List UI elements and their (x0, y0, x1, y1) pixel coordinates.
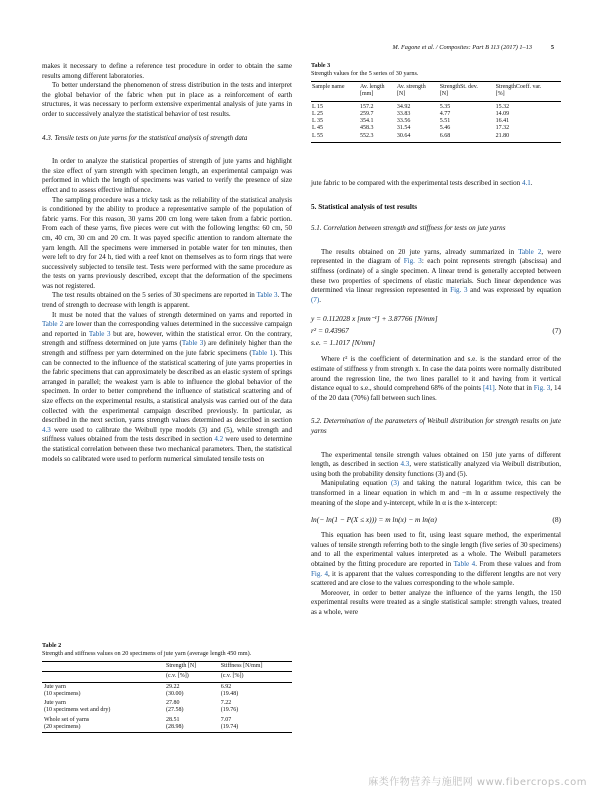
section-link[interactable]: 4.3 (42, 425, 51, 434)
column-header: Sample name (311, 82, 359, 102)
equation-8 (311, 514, 561, 526)
equation-number: (7) (552, 326, 561, 336)
table-row: L 55 552.3 30.64 6.68 21.80 (311, 133, 561, 143)
table-link[interactable]: Table 1 (251, 349, 274, 358)
table-row: L 15 157.2 34.92 5.35 15.32 (312, 103, 510, 110)
paragraph: To better understand the phenomenon of stress distribution in the tests and interpret the global behavior of the fabric when put in place as a reinforcement of earth structures, it was necessary to perform extensive experimental analysis of jute yarns in order to successively analyze the statistical behavior of test results. (42, 81, 292, 118)
section-link[interactable]: 4.1 (521, 179, 531, 188)
paragraph: Manipulating equation (3) and taking the natural logarithm twice, this can be transformed in a linear equation in which m and −m ln α assume respectively the meaning of the slope and y-intercept, while ln α is the x-intercept: (311, 479, 561, 507)
watermark: 麻类作物营养与施肥网 www.fibercrops.com (368, 777, 587, 788)
equation-link[interactable]: (7) (311, 295, 320, 304)
figure-link[interactable]: Fig. 4 (311, 569, 328, 578)
equation-line: r² = 0.43967 (311, 326, 349, 336)
paragraph: In order to analyze the statistical properties of strength of jute yarns and highlight the size effect of yarn strength with specimen length, an experimental campaign was performed in which the length of specimens was varied to verify the presence of size effect and to assess effective influence. (42, 157, 292, 194)
table-link[interactable]: Table 3 (256, 291, 278, 300)
column-header: StrengthSt. dev. [N] (439, 82, 495, 102)
table-2-block (42, 642, 292, 733)
right-column (311, 62, 561, 617)
left-column (42, 62, 292, 464)
figure-link[interactable]: Fig. 3 (533, 384, 551, 393)
table-row: L 35 354.1 33.56 5.51 16.41 (312, 118, 510, 125)
section-link[interactable]: 4.2 (214, 435, 224, 444)
paragraph: It must be noted that the values of strength determined on yarns and reported in Table 2 are lower than the corresponding values determined in the successive campaign and reported in Table 3 but are, however, within the statistical error. On the contrary, strength and stiffness determined on jute yarns (Table 3) are definitely higher than the strength and stiffness per yarn determined on the jute fabric specimens (Table 1). This can be connected to the influence of the statistical scattering of jute yarns properties in the fabric specimens that can approximately be described as an elastic system of springs arranged in parallel; the weakest yarn is able to influence the global behavior of the specimen. In order to better comprehend the influence of statistical scattering and of size effects on the experimental results, a statistical analysis was carried out of the data collected with the experimental campaign described previously. In particular, as described in the next section, yarns strength values determined as described in section 4.3 were used to calibrate the Weibull type models (3) and (5), while strength and stiffness values obtained from the tests described in section 4.2 were used to determine the statistical correlation between these two mechanical parameters. Then, the statistical models so calibrated were used to perform numerical simulated tensile tests on (42, 310, 293, 463)
table-row: Jute yarn (10 specimens) 29.22 (30.00) 6.92 (19.48) (42, 682, 292, 699)
section-link[interactable]: 4.3 (400, 460, 410, 469)
section-heading-5-1: 5.1. Correlation between strength and stiffness for tests on jute yarns (311, 224, 506, 233)
column-subheader: (c.v. [%]) (219, 672, 292, 682)
section-heading-5: 5. Statistical analysis of test results (311, 202, 418, 211)
section-heading-4-3: 4.3. Tensile tests on jute yarns for the statistical analysis of strength data (42, 133, 248, 142)
table-link[interactable]: Table 2 (518, 247, 542, 256)
page-number: 5 (550, 44, 554, 51)
equation-line: ln(− ln(1 − P(X ≤ x))) = m ln(x) − m ln(α) (311, 515, 437, 525)
paragraph: Moreover, in order to better analyze the influence of the yarns length, the 150 experimental results were treated as a single statistical sample: strength values, treated as a whole, were (311, 588, 561, 616)
column-subheader: (c.v. [%]) (164, 672, 219, 682)
table-2 (42, 661, 292, 733)
paragraph: The results obtained on 20 jute yarns, already summarized in Table 2, were represented in the diagram of Fig. 3: each point represents strength (abscissa) and stiffness (ordinate) of a single specimen. A linear trend is generally accepted between these two properties of specimens of elastic materials. Such linear dependence was determined via linear regression represented in Fig. 3 and was expressed by equation (7). (311, 247, 561, 304)
table-link[interactable]: Table 2 (42, 320, 64, 329)
table-link[interactable]: Table 3 (88, 329, 111, 338)
table-row: Jute yarn (10 specimens wet and dry) 27.80 (27.58) 7.22 (19.76) (44, 700, 239, 714)
equation-number: (8) (552, 515, 561, 525)
paragraph: The test results obtained on the 5 series of 30 specimens are reported in Table 3. The trend of strength to decrease with length is apparent. (42, 291, 292, 310)
section-heading-5-2: 5.2. Determination of the parameters of Weibull distribution for strength results on jute yarns (311, 417, 561, 435)
paragraph: jute fabric to be compared with the experimental tests described in section 4.1. (311, 179, 533, 188)
table-3 (311, 81, 561, 143)
paragraph: Where r² is the coefficient of determination and s.e. is the standard error of the estimate of stiffness y from strength x. In case the data points were normally distributed around the regression line, the two lines parallel to it and having from it vertical distance equal to s.e., should comprehend 68% of the points [41]. Note that in Fig. 3, 14 of the 20 data (70%) fall between such lines. (311, 355, 561, 402)
table-link[interactable]: Table 3 (181, 339, 204, 348)
running-header (42, 44, 554, 56)
table-row: L 45 458.3 31.54 5.46 17.32 (312, 125, 510, 132)
equation-7 (311, 313, 561, 349)
equation-link[interactable]: (3) (390, 479, 400, 488)
table-caption: Table 3 Strength values for the 5 series of 30 yarns. (311, 62, 419, 77)
column-header: Av. strength [N] (396, 82, 439, 102)
table-caption: Table 2 Strength and stiffness values on 20 specimens of jute yarn (average length 450 mm). (42, 642, 252, 657)
table-row: L 25 259.7 33.83 4.77 14.09 (312, 110, 510, 117)
equation-line: y = 0.112028 x [mm⁻¹] + 3.87766 [N/mm] (311, 314, 438, 324)
column-header: Stiffness [N/mm] (219, 662, 292, 672)
reference-link[interactable]: [41] (482, 384, 495, 393)
paragraph: makes it necessary to define a reference test procedure in order to obtain the same results among different laboratories. (42, 62, 292, 80)
paragraph: The experimental tensile strength values obtained on 150 jute yarns of different length, as described in section 4.3, were statistically analyzed via Weibull distribution, using both the probability density functions (3) and (5). (311, 450, 561, 478)
column-header: Av. length [mm] (359, 82, 396, 102)
paragraph: The sampling procedure was a tricky task as the reliability of the statistical analysis is conditioned by the ability to produce a representative sample of the population of fabric yarns. For this reason, 30 yarns 200 cm long were taken from a fabric portion. From each of these yarns, five pieces were cut with the following lengths: 60 cm, 50 cm, 40 cm, 30 cm and 20 cm. It was payed specific attention to random alternate the yarn length. All the specimens were immersed in potable water for ten minutes, then were left to dry for 24 h, tied with a reef knot on themselves as to form rings that were successively subjected to tensile test. Tests were performed with the same procedure as the tests on yarns previously described, except that the deformation of the specimens was not registered. (42, 195, 292, 290)
figure-link[interactable]: Fig. 3 (450, 286, 468, 295)
paragraph: This equation has been used to fit, using least square method, the experimental values of tensile strength referring both to the single length (five series of 30 specimens) and to all the experimental values interpreted as a whole. The Weibull parameters obtained by the fitting procedure are reported in Table 4. From these values and from Fig. 4, it is apparent that the values corresponding to the different lengths are not very scattered and are close to the values corresponding to the whole sample. (311, 531, 561, 588)
equation-line: s.e. = 1.1017 [N/mm] (311, 338, 376, 348)
table-link[interactable]: Table 4 (453, 559, 476, 568)
journal-citation: M. Fagone et al. / Composites: Part B 113 (2017) 1–13 (392, 44, 532, 51)
column-header: StrengthCoeff. var. [%] (495, 82, 561, 102)
table-row: Whole set of yarns (20 specimens) 28.51 (28.98) 7.07 (19.74) (42, 716, 292, 733)
figure-link[interactable]: Fig. 3 (403, 257, 422, 266)
column-header: Strength [N] (164, 662, 219, 672)
